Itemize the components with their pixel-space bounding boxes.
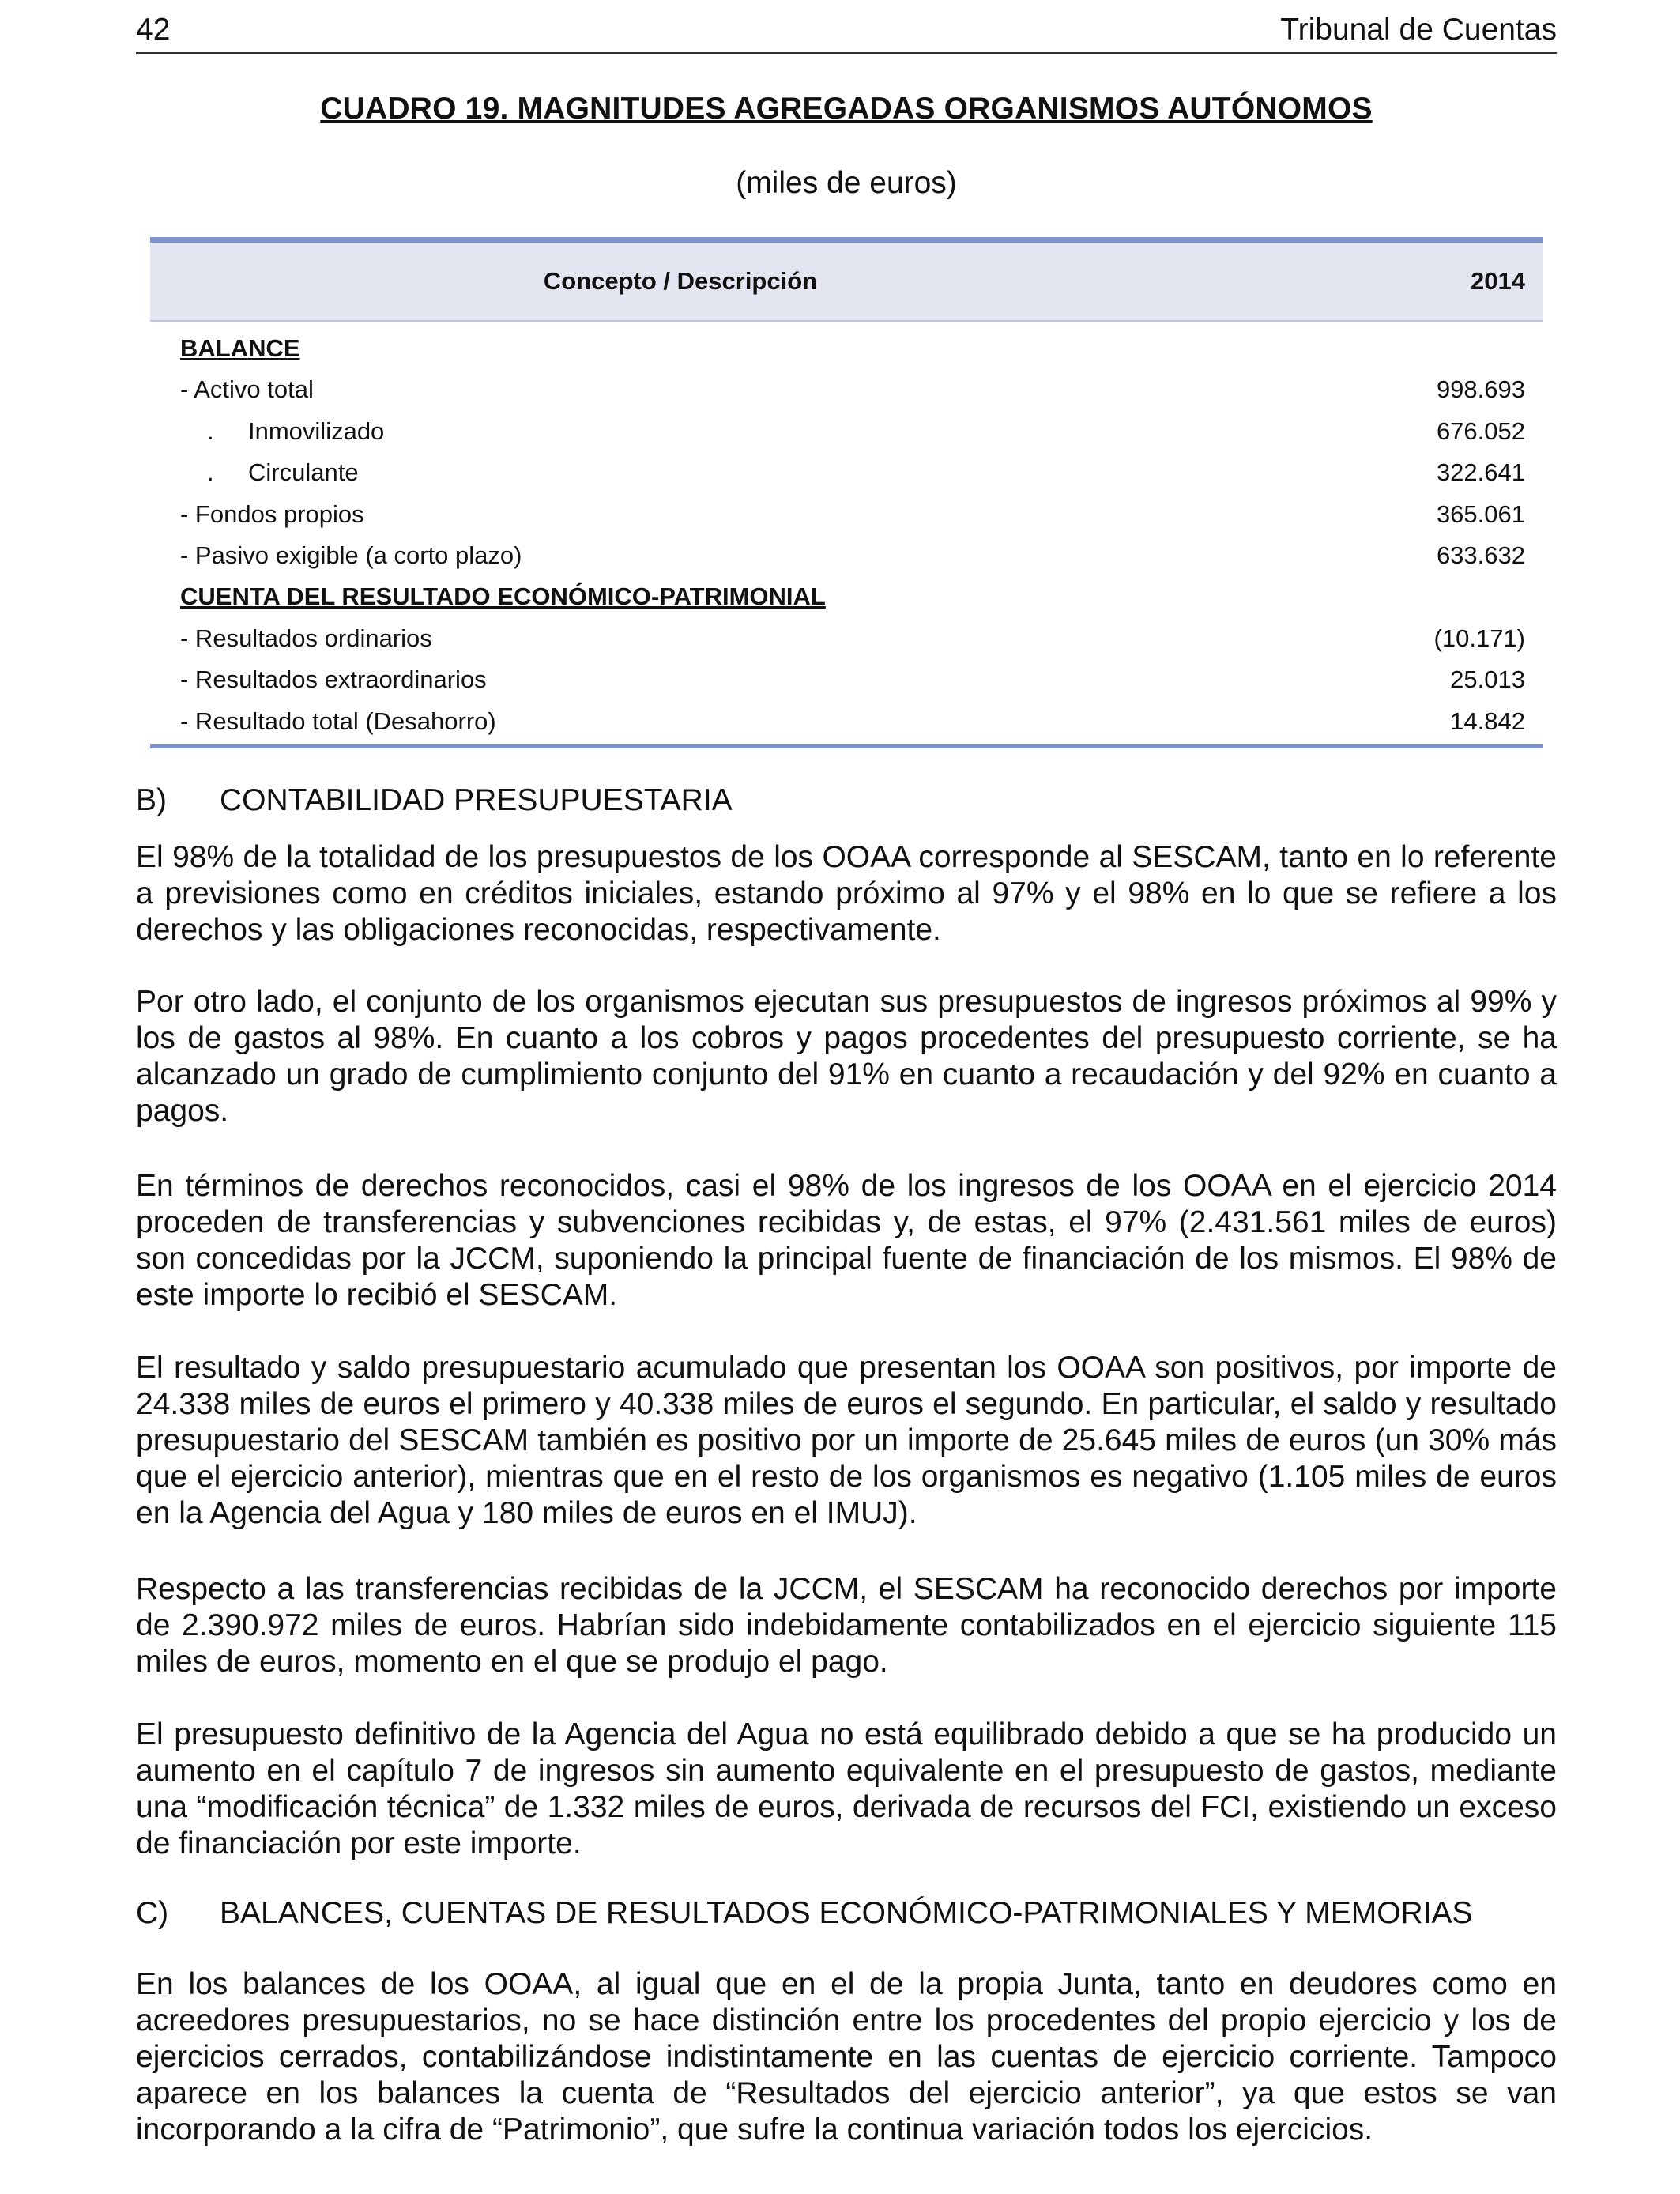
row-bullet: . <box>207 458 214 487</box>
table-row <box>150 659 1543 700</box>
row-value: (10.171) <box>1433 624 1525 652</box>
table-top-rule <box>150 237 1543 243</box>
paragraph: En términos de derechos reconocidos, casi el 98% de los ingresos de los OOAA en el ejercicio 2014 proceden de transferencias y subvenciones recibidas y, de estas, el 97% (2.431.561 miles de euros) son concedidas por la JCCM, suponiendo la principal fuente de financiación de los mismos. El 98% de este importe lo recibió el SESCAM. <box>136 1169 1557 1312</box>
page-number: 42 <box>136 13 171 47</box>
section-c-heading <box>136 1895 1473 1932</box>
table-row <box>150 411 1543 452</box>
table-body <box>150 322 1543 742</box>
row-label: - Pasivo exigible (a corto plazo) <box>180 541 522 569</box>
paragraph: Respecto a las transferencias recibidas de la JCCM, el SESCAM ha reconocido derechos por importe de 2.390.972 miles de euros. Habrían sido indebidamente contabilizados en el ejercicio siguiente 115 miles de euros, momento en el que se produjo el pago. <box>136 1572 1557 1679</box>
table-row <box>150 618 1543 659</box>
header-organization: Tribunal de Cuentas <box>1280 13 1557 47</box>
section-b-heading <box>136 782 733 819</box>
row-label: BALANCE <box>180 334 300 362</box>
row-value: 365.061 <box>1436 499 1525 528</box>
table-row <box>150 494 1543 535</box>
section-title: BALANCES, CUENTAS DE RESULTADOS ECONÓMICO-PATRIMONIALES Y MEMORIAS <box>220 1896 1473 1930</box>
row-value: 322.641 <box>1436 458 1525 487</box>
row-value: 14.842 <box>1450 707 1525 735</box>
page-header <box>136 8 1557 54</box>
table-row <box>150 701 1543 742</box>
table-row <box>150 452 1543 493</box>
paragraph: El presupuesto definitivo de la Agencia del Agua no está equilibrado debido a que se ha producido un aumento en el capítulo 7 de ingresos sin aumento equivalente en el presupuesto de gastos, mediante una “modificación técnica” de 1.332 miles de euros, derivada de recursos del FCI, existiendo un exceso de financiación por este importe. <box>136 1717 1557 1860</box>
row-value: 633.632 <box>1436 541 1525 569</box>
row-label: - Fondos propios <box>180 499 364 528</box>
column-header-year: 2014 <box>1471 267 1525 295</box>
magnitudes-table <box>150 237 1543 748</box>
table-subtitle: (miles de euros) <box>736 166 957 200</box>
row-label: Inmovilizado <box>248 417 385 445</box>
row-value: 998.693 <box>1436 375 1525 404</box>
paragraph: En los balances de los OOAA, al igual que en el de la propia Junta, tanto en deudores como en acreedores presupuestarios, no se hace distinción entre los procedentes del propio ejercicio y los de ejercicios cerrados, contabilizándose indistintamente en las cuentas de ejercicio corriente. Tampoco aparece en los balances la cuenta de “Resultados del ejercicio anterior”, ya que estos se van incorporando a la cifra de “Patrimonio”, que sufre la continua variación todos los ejercicios. <box>136 1967 1557 2147</box>
section-letter: B) <box>136 783 167 817</box>
table-row <box>150 535 1543 576</box>
row-label: - Resultados extraordinarios <box>180 665 487 694</box>
row-value: 676.052 <box>1436 417 1525 445</box>
paragraph: Por otro lado, el conjunto de los organismos ejecutan sus presupuestos de ingresos próximos al 99% y los de gastos al 98%. En cuanto a los cobros y pagos procedentes del presupuesto corriente, se ha alcanzado un grado de cumplimiento conjunto del 91% en cuanto a recaudación y del 92% en cuanto a pagos. <box>136 985 1557 1128</box>
row-label: - Activo total <box>180 375 314 404</box>
paragraph: El 98% de la totalidad de los presupuestos de los OOAA corresponde al SESCAM, tanto en lo referente a previsiones como en créditos iniciales, estando próximo al 97% y el 98% en lo que se refiere a los derechos y las obligaciones reconocidas, respectivamente. <box>136 840 1557 947</box>
table-title: CUADRO 19. MAGNITUDES AGREGADAS ORGANISMOS AUTÓNOMOS <box>320 92 1373 126</box>
table-row <box>150 369 1543 410</box>
section-letter: C) <box>136 1896 169 1930</box>
row-label: - Resultado total (Desahorro) <box>180 707 496 735</box>
table-row-resultado-heading <box>150 576 1543 617</box>
table-header-row <box>150 243 1543 322</box>
row-value: 25.013 <box>1450 665 1525 694</box>
table-bottom-rule <box>150 744 1543 748</box>
row-label: - Resultados ordinarios <box>180 624 432 652</box>
row-label: Circulante <box>248 458 359 487</box>
paragraph: El resultado y saldo presupuestario acumulado que presentan los OOAA son positivos, por importe de 24.338 miles de euros el primero y 40.338 miles de euros el segundo. En particular, el saldo y resultado presupuestario del SESCAM también es positivo por un importe de 25.645 miles de euros (un 30% más que el ejercicio anterior), mientras que en el resto de los organismos es negativo (1.105 miles de euros en la Agencia del Agua y 180 miles de euros en el IMUJ). <box>136 1351 1557 1530</box>
column-header-concepto: Concepto / Descripción <box>543 267 818 295</box>
section-title: CONTABILIDAD PRESUPUESTARIA <box>220 783 733 817</box>
table-row-balance-heading <box>150 328 1543 369</box>
row-label: CUENTA DEL RESULTADO ECONÓMICO-PATRIMONIAL <box>180 582 826 611</box>
row-bullet: . <box>207 417 214 445</box>
